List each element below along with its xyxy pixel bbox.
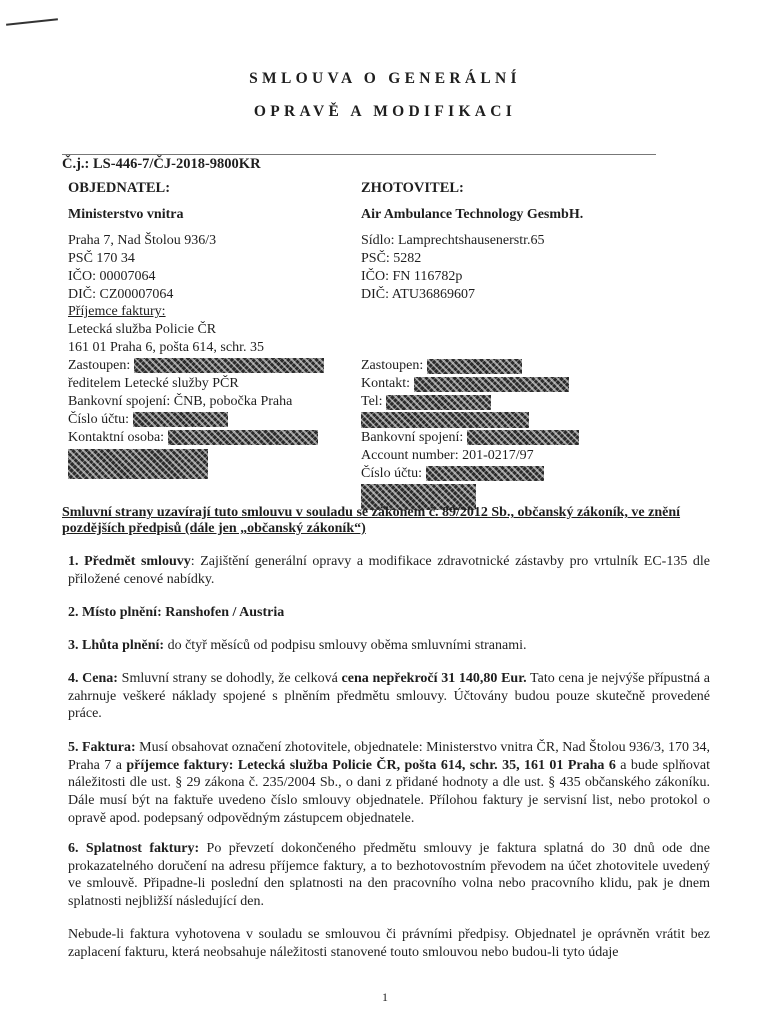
contractor-dic: DIČ: ATU36869607 bbox=[361, 286, 475, 302]
redaction-block bbox=[414, 377, 569, 392]
section-subject-heading: 1. Předmět smlouvy bbox=[68, 554, 191, 569]
redaction-block bbox=[427, 359, 522, 374]
document-title-line1: SMLOUVA O GENERÁLNÍ bbox=[249, 70, 521, 87]
document-title-line2: OPRAVĚ A MODIFIKACI bbox=[253, 103, 517, 120]
section-deadline-heading: 3. Lhůta plnění: bbox=[68, 638, 165, 653]
contractor-tel bbox=[361, 393, 691, 411]
client-psc: PSČ 170 34 bbox=[68, 250, 135, 266]
contractor-bank-label: Bankovní spojení: bbox=[361, 430, 464, 446]
section-price-heading: 4. Cena: bbox=[68, 671, 118, 686]
contractor-bank bbox=[361, 429, 691, 447]
section-invoice-text: Musí obsahovat označení zhotovitele, objednatele: Ministerstvo vnitra ČR, Nad Štolou 936/3, 170 34, Praha 7 a bbox=[68, 740, 710, 773]
section-invoice-recipient: příjemce faktury: Letecká služba Policie ČR, pošta 614, schr. 35, 161 01 Praha 6 bbox=[126, 757, 616, 773]
contractor-heading: ZHOTOVITEL: bbox=[361, 180, 464, 196]
corner-pen-mark bbox=[6, 18, 58, 25]
reference-number: Č.j.: LS-446-7/ČJ-2018-9800KR bbox=[62, 156, 261, 172]
redaction-block bbox=[361, 412, 529, 428]
contractor-name: Air Ambulance Technology GesmbH. bbox=[361, 206, 584, 222]
section-invoice-text-rest: a bude splňovat náležitosti dle ust. § 29 zákona č. 235/2004 Sb., o dani z přidané hodnoty a dle ust. § 435 občanského zákoníku. Dále musí být na faktuře uvedeno číslo smlouvy objednatele. Přílohou faktury je servisní list, nebo protokol o opravě apod. podepsaný odpovědným zástupcem objednatele. bbox=[68, 757, 711, 826]
section-subject bbox=[68, 553, 710, 588]
section-deadline-text: do čtyř měsíců od podpisu smlouvy oběma smluvními stranami. bbox=[164, 638, 527, 653]
section-due-date bbox=[68, 840, 710, 911]
section-due-date-heading: 6. Splatnost faktury: bbox=[68, 841, 200, 856]
contractor-represented bbox=[361, 357, 691, 375]
section-price bbox=[68, 670, 710, 723]
contractor-account-label: Číslo účtu: bbox=[361, 465, 423, 481]
contractor-psc: PSČ: 5282 bbox=[361, 250, 422, 266]
contractor-ico: IČO: FN 116782p bbox=[361, 268, 463, 284]
redaction-block bbox=[134, 358, 324, 373]
header-divider bbox=[62, 154, 656, 155]
contractor-represented-label: Zastoupen: bbox=[361, 358, 424, 374]
client-recipient-name: Letecká služba Policie ČR bbox=[68, 322, 217, 338]
client-account-label: Číslo účtu: bbox=[68, 411, 130, 427]
contractor-account bbox=[361, 465, 691, 483]
section-price-text-rest: Tato cena je nejvýše přípustná a zahrnuje veškeré náklady spojené s plněním předmětu smlouvy. Účtovány budou pouze skutečně provedené práce. bbox=[68, 671, 710, 722]
contractor-seat: Sídlo: Lamprechtshausenerstr.65 bbox=[361, 232, 545, 248]
client-recipient-label: Příjemce faktury: bbox=[68, 304, 166, 320]
client-represented bbox=[68, 357, 358, 375]
client-bank: Bankovní spojení: ČNB, pobočka Praha bbox=[68, 393, 293, 409]
client-recipient-address: 161 01 Praha 6, pošta 614, schr. 35 bbox=[68, 340, 264, 356]
contractor-account-number: Account number: 201-0217/97 bbox=[361, 448, 534, 464]
client-represented-label: Zastoupen: bbox=[68, 358, 131, 374]
section-price-amount: cena nepřekročí 31 140,80 Eur. bbox=[341, 671, 527, 686]
section-price-text: Smluvní strany se dohodly, že celková bbox=[117, 671, 342, 686]
redaction-block bbox=[133, 412, 228, 427]
contractor-contact bbox=[361, 375, 691, 393]
client-ico: IČO: 00007064 bbox=[68, 268, 156, 284]
section-deadline bbox=[68, 637, 710, 655]
client-contact-label: Kontaktní osoba: bbox=[68, 429, 165, 445]
contractor-tel-label: Tel: bbox=[361, 394, 383, 410]
client-dic: DIČ: CZ00007064 bbox=[68, 286, 174, 302]
redaction-block bbox=[68, 449, 208, 479]
client-block bbox=[68, 180, 358, 479]
redaction-block bbox=[386, 395, 491, 410]
client-heading: OBJEDNATEL: bbox=[68, 180, 171, 196]
section-invoice bbox=[68, 739, 710, 828]
redaction-block bbox=[467, 430, 579, 445]
section-invoice-return: Nebude-li faktura vyhotovena v souladu se smlouvou či právními předpisy. Objednatel je oprávněn vrátit bez zaplacení fakturu, která neobsahuje náležitosti stanovené touto smlouvou nebo budou-li tyto údaje bbox=[68, 927, 710, 960]
section-place: 2. Místo plnění: Ranshofen / Austria bbox=[68, 605, 285, 620]
page-number: 1 bbox=[382, 990, 388, 1004]
client-name: Ministerstvo vnitra bbox=[68, 206, 184, 222]
section-due-date-text: Po převzetí dokončeného předmětu smlouvy je faktura splatná do 30 dnů ode dne prokazatelného doručení na adresu příjemce faktury, a to bezhotovostním převodem na účet zhotovitele uvedený ve smlouvě. Připadne-li poslední den splatnosti na den pracovního volna nebo pracovního klidu, pak je dnem splatnosti nejbližší následující den. bbox=[68, 841, 711, 910]
redaction-block bbox=[168, 430, 318, 445]
intro-statement: Smluvní strany uzavírají tuto smlouvu v souladu se zákonem č. 89/2012 Sb., občanský zákoník, ve znění pozdějších předpisů (dále jen „občanský zákoník“) bbox=[62, 505, 681, 536]
client-account bbox=[68, 411, 358, 429]
section-subject-text: : Zajištění generální opravy a modifikace zdravotnické zástavby pro vrtulník EC-135 dle přiložené cenové nabídky. bbox=[68, 554, 711, 587]
section-invoice-heading: 5. Faktura: bbox=[68, 740, 136, 755]
client-contact bbox=[68, 429, 358, 447]
redaction-block bbox=[426, 466, 544, 481]
client-address: Praha 7, Nad Štolou 936/3 bbox=[68, 232, 217, 248]
contractor-contact-label: Kontakt: bbox=[361, 376, 410, 392]
contractor-block bbox=[361, 180, 691, 510]
client-represented-role: ředitelem Letecké služby PČR bbox=[68, 376, 239, 392]
